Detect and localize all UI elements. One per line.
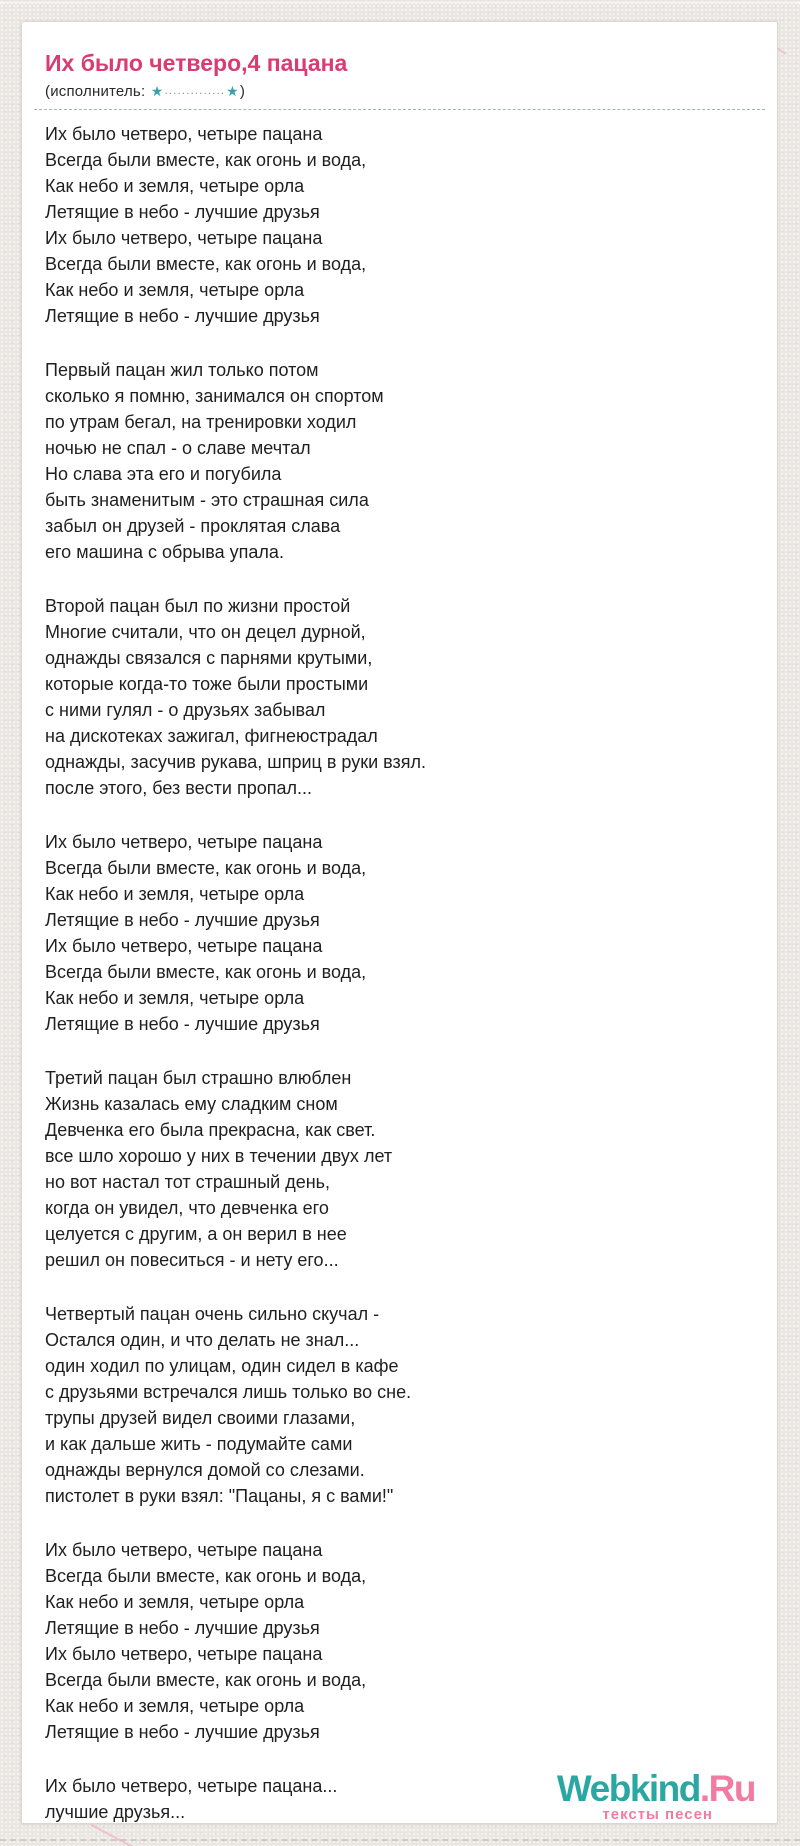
stanza: Их было четверо, четыре пацана... лучшие друзья... — [45, 1776, 338, 1822]
lyrics-card — [21, 21, 778, 1824]
stanza: Их было четверо, четыре пацана Всегда были вместе, как огонь и вода, Как небо и земля, четыре орла Летящие в небо - лучшие друзья Их было четверо, четыре пацана Всегда были вместе, как огонь и вода, Как небо и земля, четыре орла Летящие в небо - лучшие друзья — [45, 1540, 367, 1742]
page-top-texture-line — [0, 2, 800, 4]
background-scribble — [91, 1824, 138, 1846]
webkind-logo-link[interactable] — [556, 1768, 755, 1823]
logo-ru-text: .Ru — [699, 1768, 755, 1809]
stanza: Первый пацан жил только потом сколько я помню, занимался он спортом по утрам бегал, на тренировки ходил ночью не спал - о славе мечтал Но слава эта его и погубила быть знаменитым - это страшная сила забыл он друзей - проклятая слава его машина с обрыва упала. — [45, 360, 384, 562]
song-header — [34, 22, 765, 110]
artist-line — [45, 83, 754, 100]
logo-tagline: тексты песен — [602, 1806, 713, 1823]
stanza: Их было четверо, четыре пацана Всегда были вместе, как огонь и вода, Как небо и земля, четыре орла Летящие в небо - лучшие друзья Их было четверо, четыре пацана Всегда были вместе, как огонь и вода, Как небо и земля, четыре орла Летящие в небо - лучшие друзья — [45, 832, 367, 1034]
lyrics — [22, 110, 777, 1825]
logo-webkind-text: Webkind — [556, 1768, 700, 1809]
artist-suffix: ) — [239, 83, 246, 100]
webkind-logo — [556, 1768, 755, 1809]
artist-label: (исполнитель: — [45, 83, 146, 100]
page-title: Их было четверо,4 пацана — [45, 50, 348, 76]
stanza: Четвертый пацан очень сильно скучал - Остался один, и что делать не знал... один ходил по улицам, один сидел в кафе с друзьями встречался лишь только во сне. трупы друзей видел своими глазами, и как дальше жить - подумайте сами однажды вернулся домой со слезами. пистолет в руки взял: "Пацаны, я с вами!" — [45, 1304, 412, 1506]
stanza: Второй пацан был по жизни простой Многие считали, что он децел дурной, однажды связался с парнями крутыми, которые когда-то тоже были простыми с ними гулял - о друзьях забывал на дискотеках зажигал, фигнеюстрадал однажды, засучив рукава, шприц в руки взял. после этого, без вести пропал... — [45, 596, 427, 798]
stanza: Третий пацан был страшно влюблен Жизнь казалась ему сладким сном Девченка его была прекрасна, как свет. все шло хорошо у них в течении двух лет но вот настал тот страшный день, когда он увидел, что девченка его целуется с другим, а он верил в нее решил он повеситься - и нету его... — [45, 1068, 393, 1270]
star-icon: ★ — [226, 83, 239, 99]
star-icon: ★ — [150, 83, 164, 99]
artist-dots: .............. — [164, 83, 226, 97]
stanza: Их было четверо, четыре пацана Всегда были вместе, как огонь и вода, Как небо и земля, четыре орла Летящие в небо - лучшие друзья Их было четверо, четыре пацана Всегда были вместе, как огонь и вода, Как небо и земля, четыре орла Летящие в небо - лучшие друзья — [45, 124, 367, 326]
